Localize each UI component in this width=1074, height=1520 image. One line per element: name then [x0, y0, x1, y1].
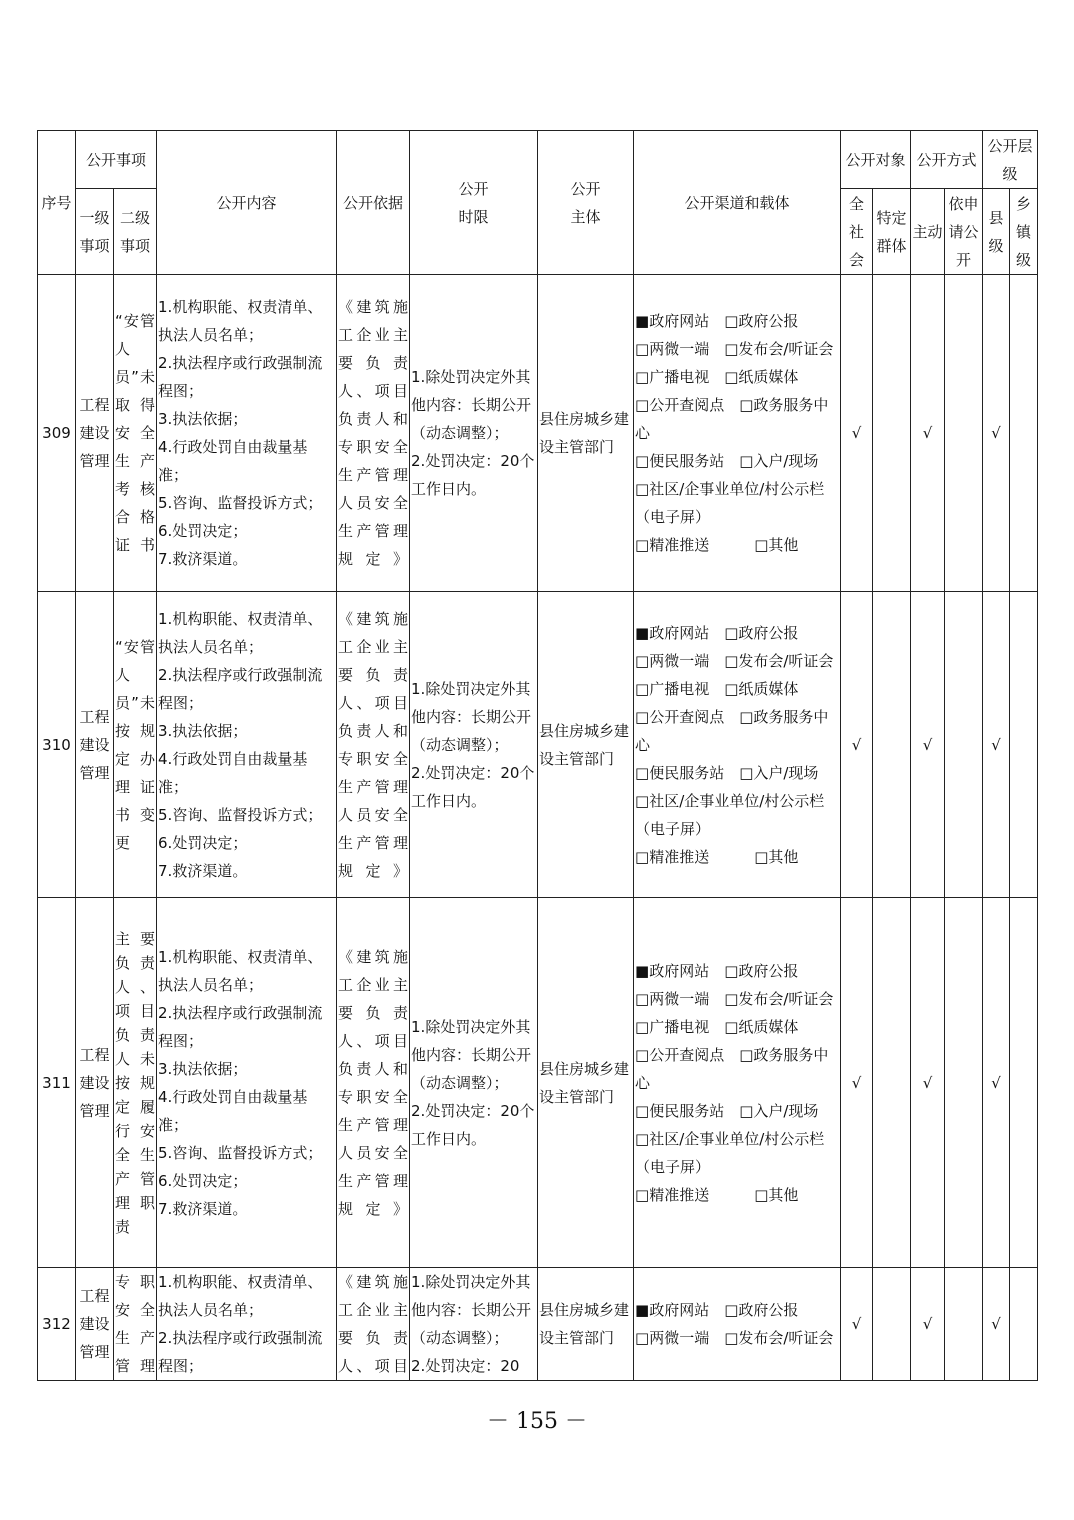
row-on-request [945, 1268, 983, 1381]
row-channels: ■政府网站 □政府公报 □两微一端 □发布会/听证会 □广播电视 □纸质媒体 □公开查阅点 □政务服务中心 □便民服务站 □入户/现场 □社区/企事业单位/村公示栏（电子屏） □精准推送 □其他 [634, 898, 841, 1268]
disclosure-table [37, 130, 1038, 1381]
row-subject: 县住房城乡建设主管部门 [538, 275, 634, 592]
header-county: 县级 [983, 189, 1010, 275]
header-specific-group: 特定群体 [873, 189, 911, 275]
row-time-limit: 1.除处罚决定外其他内容：长期公开（动态调整）； 2.处罚决定：20个工作日内。 [410, 275, 538, 592]
header-level2: 二级事项 [114, 189, 157, 275]
row-channels: ■政府网站 □政府公报 □两微一端 □发布会/听证会 □广播电视 □纸质媒体 □公开查阅点 □政务服务中心 □便民服务站 □入户/现场 □社区/企事业单位/村公示栏（电子屏） □精准推送 □其他 [634, 592, 841, 898]
header-basis: 公开依据 [337, 131, 410, 275]
row-basis: 《建筑施工企业主要负责人、项目负责人和专职安全生产管理人员安全生产管理规定》 [337, 275, 410, 592]
row-active: √ [911, 1268, 945, 1381]
row-on-request [945, 275, 983, 592]
row-level2: “安管人员”未取得安全生产考核合格证书 [114, 275, 157, 592]
header-method: 公开方式 [911, 131, 983, 189]
row-seq: 309 [38, 275, 76, 592]
row-level1: 工程建设管理 [76, 275, 114, 592]
header-township: 乡镇级 [1010, 189, 1038, 275]
row-content: 1.机构职能、权责清单、执法人员名单； 2.执法程序或行政强制流程图； 3.执法依据； 4.行政处罚自由裁量基准； 5.咨询、监督投诉方式； 6.处罚决定； 7.救济渠道。 [157, 898, 337, 1268]
header-seq: 序号 [38, 131, 76, 275]
row-subject: 县住房城乡建设主管部门 [538, 1268, 634, 1381]
header-content: 公开内容 [157, 131, 337, 275]
row-level2: “安管人员”未按规定办理证书变更 [114, 592, 157, 898]
header-level1: 一级事项 [76, 189, 114, 275]
row-subject: 县住房城乡建设主管部门 [538, 592, 634, 898]
row-channels: ■政府网站 □政府公报 □两微一端 □发布会/听证会 □广播电视 □纸质媒体 □公开查阅点 □政务服务中心 □便民服务站 □入户/现场 □社区/企事业单位/村公示栏（电子屏） □精准推送 □其他 [634, 275, 841, 592]
table-row [38, 592, 1038, 898]
row-level1: 工程建设管理 [76, 898, 114, 1268]
table-row [38, 1268, 1038, 1381]
row-time-limit: 1.除处罚决定外其他内容：长期公开（动态调整）； 2.处罚决定：20个工作日内。 [410, 592, 538, 898]
row-township [1010, 275, 1038, 592]
row-level1: 工程建设管理 [76, 592, 114, 898]
row-basis: 《建筑施工企业主要负责人、项目负责人和专职安全生产管理人员安全生产管理规定》 [337, 898, 410, 1268]
row-county: √ [983, 592, 1010, 898]
row-township [1010, 1268, 1038, 1381]
row-county: √ [983, 275, 1010, 592]
row-township [1010, 592, 1038, 898]
row-time-limit: 1.除处罚决定外其他内容：长期公开（动态调整）； 2.处罚决定：20 [410, 1268, 538, 1381]
row-seq: 310 [38, 592, 76, 898]
header-channels: 公开渠道和载体 [634, 131, 841, 275]
row-all-society: √ [841, 898, 873, 1268]
row-content: 1.机构职能、权责清单、执法人员名单； 2.执法程序或行政强制流程图； 3.执法依据； 4.行政处罚自由裁量基准； 5.咨询、监督投诉方式； 6.处罚决定； 7.救济渠道。 [157, 592, 337, 898]
row-level2: 专职安全生产管理 [114, 1268, 157, 1381]
header-subject: 公开 主体 [538, 131, 634, 275]
header-all-society: 全社会 [841, 189, 873, 275]
row-on-request [945, 898, 983, 1268]
row-level1: 工程建设管理 [76, 1268, 114, 1381]
row-all-society: √ [841, 1268, 873, 1381]
row-content: 1.机构职能、权责清单、执法人员名单； 2.执法程序或行政强制流程图； [157, 1268, 337, 1381]
row-level2: 主要负责人、项目负责人未按规定履行安全生产管理职责 [114, 898, 157, 1268]
row-basis: 《建筑施工企业主要负责人、项目 [337, 1268, 410, 1381]
row-seq: 312 [38, 1268, 76, 1381]
header-items: 公开事项 [76, 131, 157, 189]
row-active: √ [911, 898, 945, 1268]
row-active: √ [911, 275, 945, 592]
row-specific-group [873, 275, 911, 592]
row-content: 1.机构职能、权责清单、执法人员名单； 2.执法程序或行政强制流程图； 3.执法依据； 4.行政处罚自由裁量基准； 5.咨询、监督投诉方式； 6.处罚决定； 7.救济渠道。 [157, 275, 337, 592]
header-active: 主动 [911, 189, 945, 275]
table-row [38, 275, 1038, 592]
table-row [38, 898, 1038, 1268]
row-specific-group [873, 1268, 911, 1381]
row-specific-group [873, 898, 911, 1268]
header-on-request: 依申请公开 [945, 189, 983, 275]
row-all-society: √ [841, 592, 873, 898]
row-channels: ■政府网站 □政府公报 □两微一端 □发布会/听证会 [634, 1268, 841, 1381]
row-time-limit: 1.除处罚决定外其他内容：长期公开（动态调整）； 2.处罚决定：20个工作日内。 [410, 898, 538, 1268]
row-seq: 311 [38, 898, 76, 1268]
row-active: √ [911, 592, 945, 898]
row-basis: 《建筑施工企业主要负责人、项目负责人和专职安全生产管理人员安全生产管理规定》 [337, 592, 410, 898]
row-subject: 县住房城乡建设主管部门 [538, 898, 634, 1268]
header-level: 公开层级 [983, 131, 1038, 189]
row-county: √ [983, 1268, 1010, 1381]
row-on-request [945, 592, 983, 898]
header-target: 公开对象 [841, 131, 911, 189]
page-number: － 155 － [487, 1409, 587, 1434]
header-time-limit: 公开 时限 [410, 131, 538, 275]
row-county: √ [983, 898, 1010, 1268]
row-all-society: √ [841, 275, 873, 592]
row-specific-group [873, 592, 911, 898]
row-township [1010, 898, 1038, 1268]
